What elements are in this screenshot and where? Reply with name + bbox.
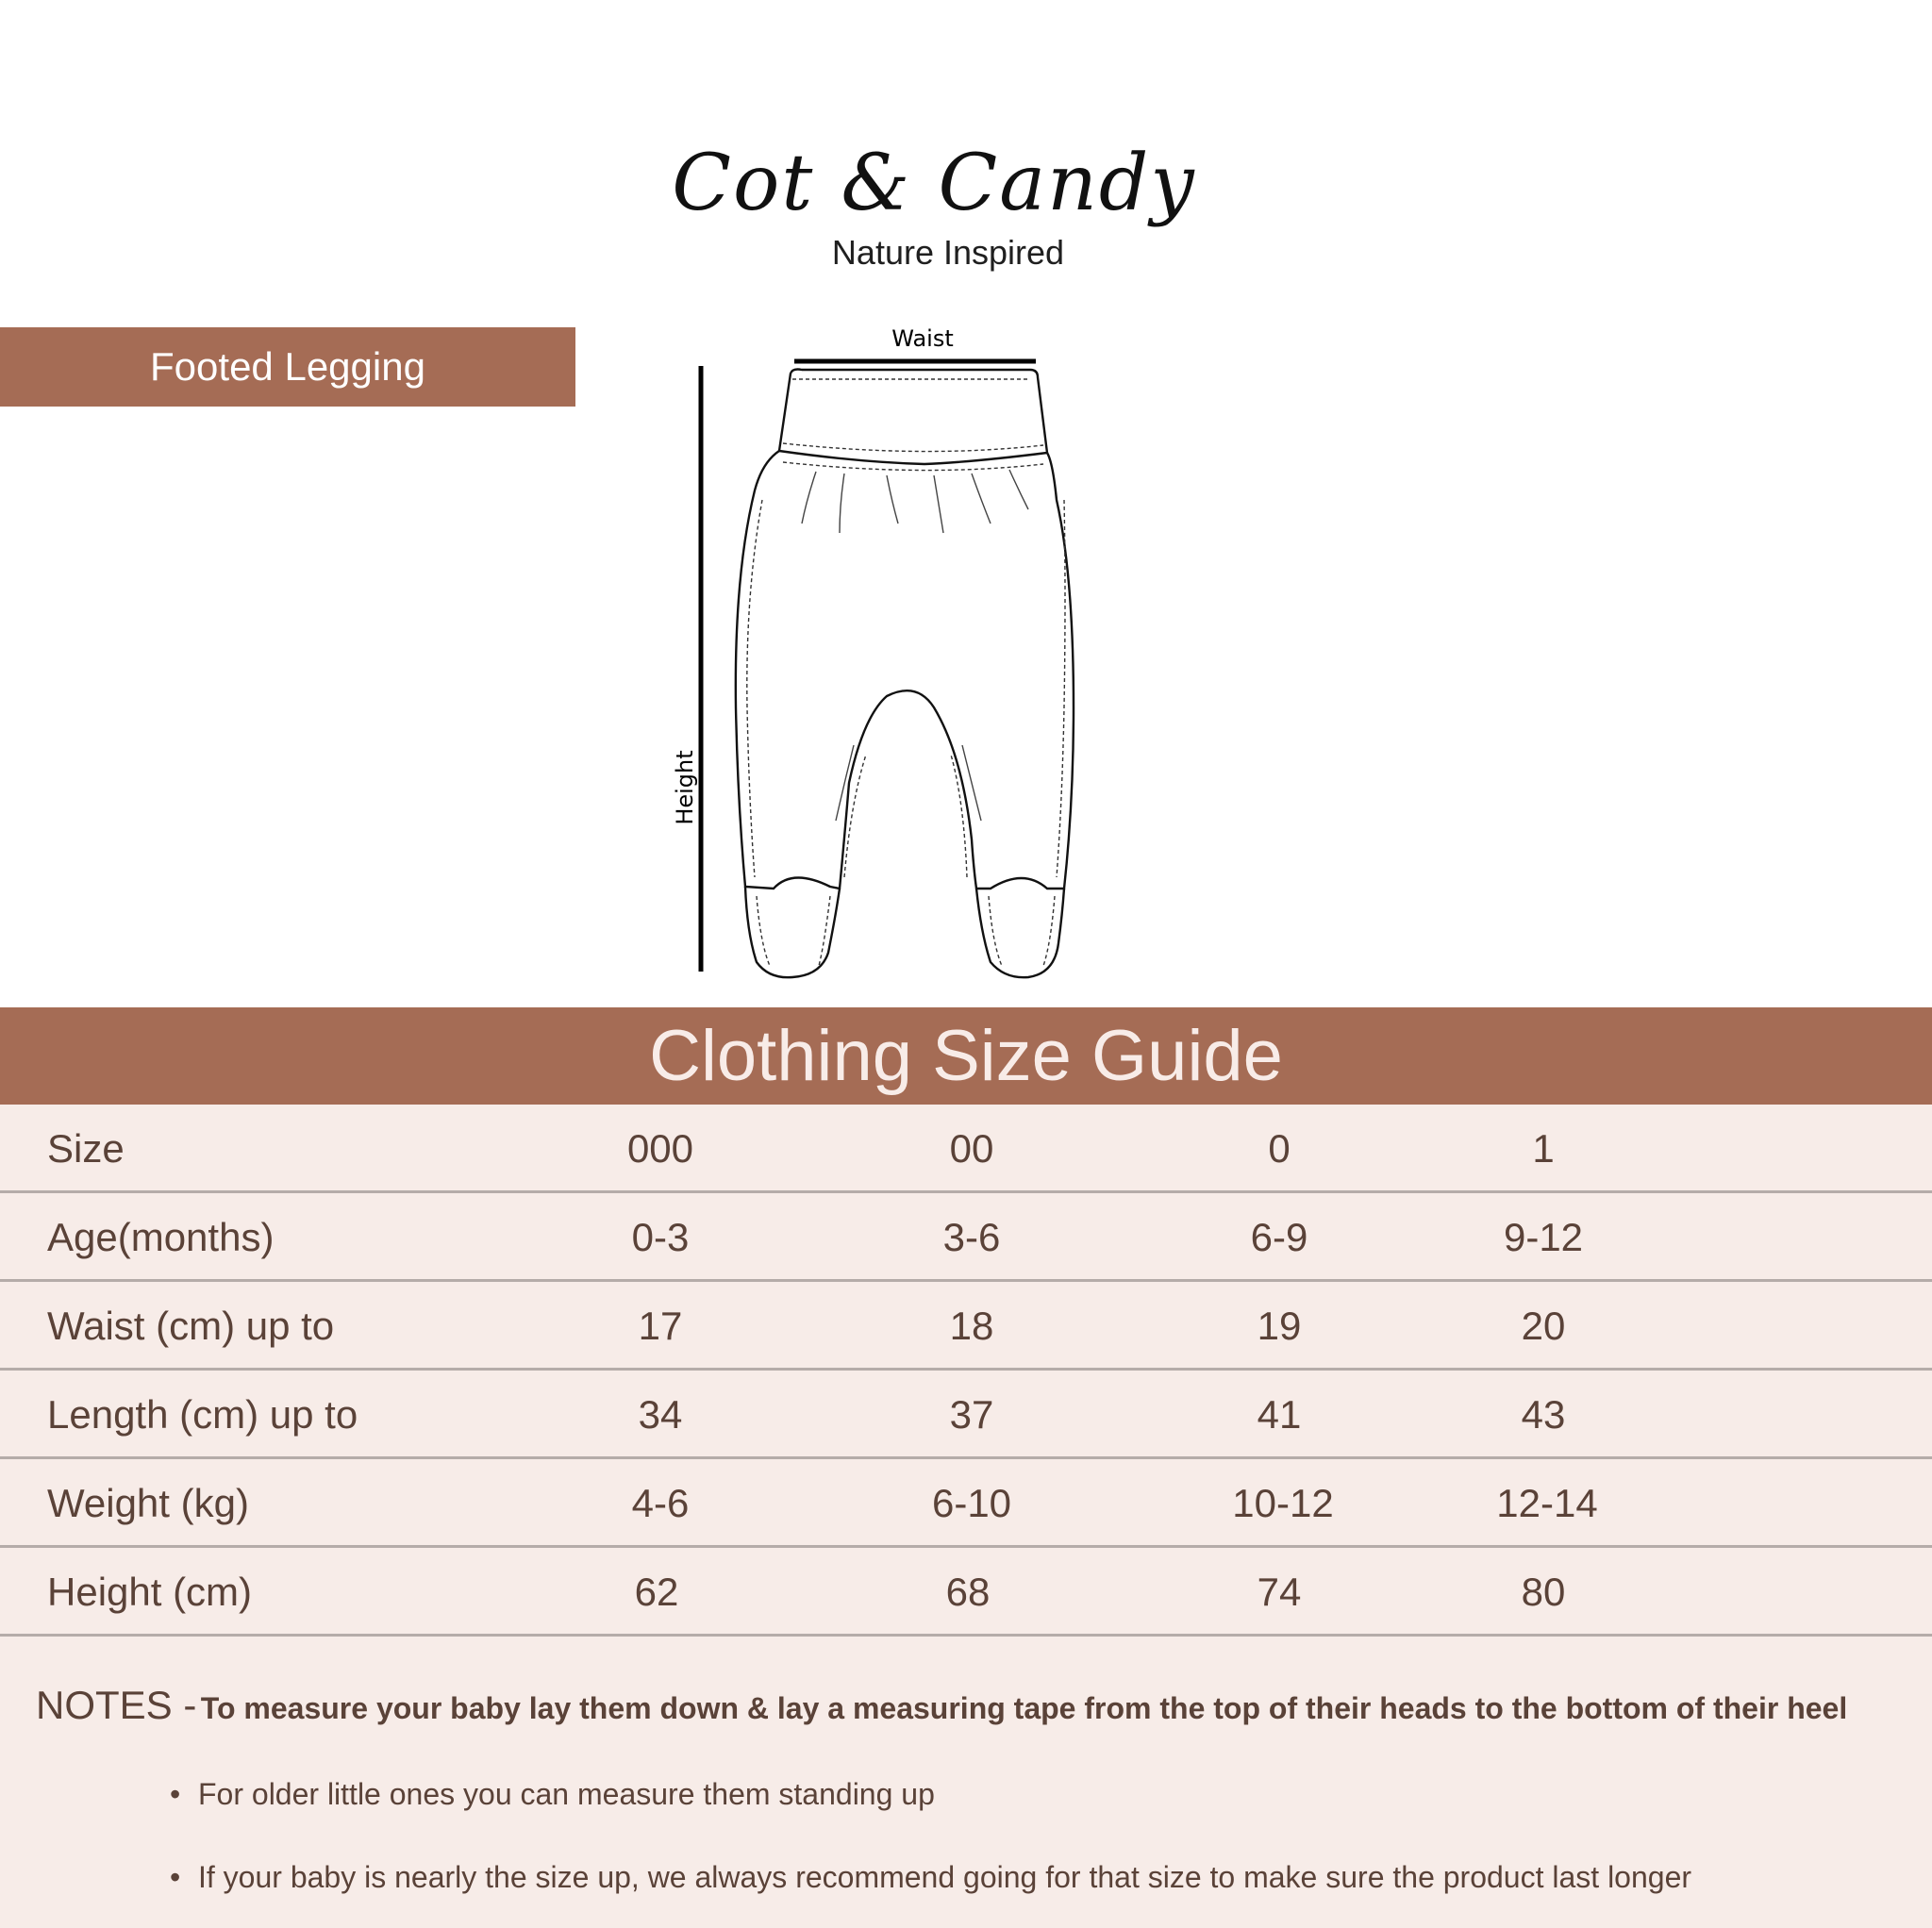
cell-value: 20 (1521, 1304, 1566, 1348)
size-guide-title: Clothing Size Guide (649, 1016, 1283, 1096)
cell-value: 6-9 (1250, 1215, 1308, 1259)
row-label: Size (47, 1126, 125, 1171)
cell-value: 000 (626, 1126, 694, 1171)
cell-value: 00 (949, 1126, 994, 1171)
logo-script-text: Cot & Candy (672, 139, 1196, 228)
cell-value: 1 (1532, 1126, 1555, 1171)
row-label: Waist (cm) up to (47, 1304, 335, 1348)
row-label: Height (cm) (47, 1570, 253, 1614)
logo-tagline: Nature Inspired (831, 233, 1065, 272)
height-label: Height (672, 750, 698, 825)
cell-value: 19 (1257, 1304, 1302, 1348)
product-name: Footed Legging (150, 344, 425, 389)
cell-value: 6-10 (931, 1481, 1012, 1525)
table-row-waist (0, 1282, 1932, 1371)
legging-outline (736, 370, 1074, 978)
notes-text: To measure your baby lay them down & lay a measuring tape from the top of their heads to the bottom of their heel (200, 1691, 1848, 1725)
notes-label: NOTES - (36, 1683, 197, 1727)
row-label: Weight (kg) (47, 1481, 249, 1525)
cell-value: 0 (1268, 1126, 1291, 1171)
cell-value: 12-14 (1496, 1481, 1598, 1525)
cell-value: 43 (1521, 1392, 1566, 1437)
table-row-weight (0, 1459, 1932, 1548)
cell-value: 68 (945, 1570, 991, 1614)
brand-logo (660, 127, 1208, 278)
cell-value: 0-3 (631, 1215, 690, 1259)
cell-value: 37 (949, 1392, 994, 1437)
legging-gathers (802, 470, 1028, 821)
waist-label: Waist (891, 325, 954, 352)
cell-value: 4-6 (631, 1481, 690, 1525)
row-label: Age(months) (47, 1215, 275, 1259)
row-label: Length (cm) up to (47, 1392, 358, 1437)
cell-value: 9-12 (1503, 1215, 1584, 1259)
cell-value: 18 (949, 1304, 994, 1348)
table-row-size (0, 1105, 1932, 1193)
cell-value: 80 (1521, 1570, 1566, 1614)
table-row-age (0, 1193, 1932, 1282)
cell-value: 74 (1257, 1570, 1302, 1614)
product-name-banner (0, 327, 575, 407)
cell-value: 10-12 (1232, 1481, 1334, 1525)
cell-value: 62 (634, 1570, 679, 1614)
notes-bullet-item: • For older little ones you can measure them standing up (198, 1777, 935, 1812)
size-guide-title-banner (0, 1007, 1932, 1105)
notes (36, 1683, 1904, 1728)
cell-value: 41 (1257, 1392, 1302, 1437)
cell-value: 34 (638, 1392, 683, 1437)
cell-value: 3-6 (942, 1215, 1001, 1259)
table-row-height (0, 1548, 1932, 1637)
notes-bullet-item: • If your baby is nearly the size up, we always recommend going for that size to make sure the product last longer (198, 1860, 1691, 1895)
table-row-length (0, 1371, 1932, 1459)
cell-value: 17 (638, 1304, 683, 1348)
footed-legging-diagram (651, 311, 1141, 1000)
